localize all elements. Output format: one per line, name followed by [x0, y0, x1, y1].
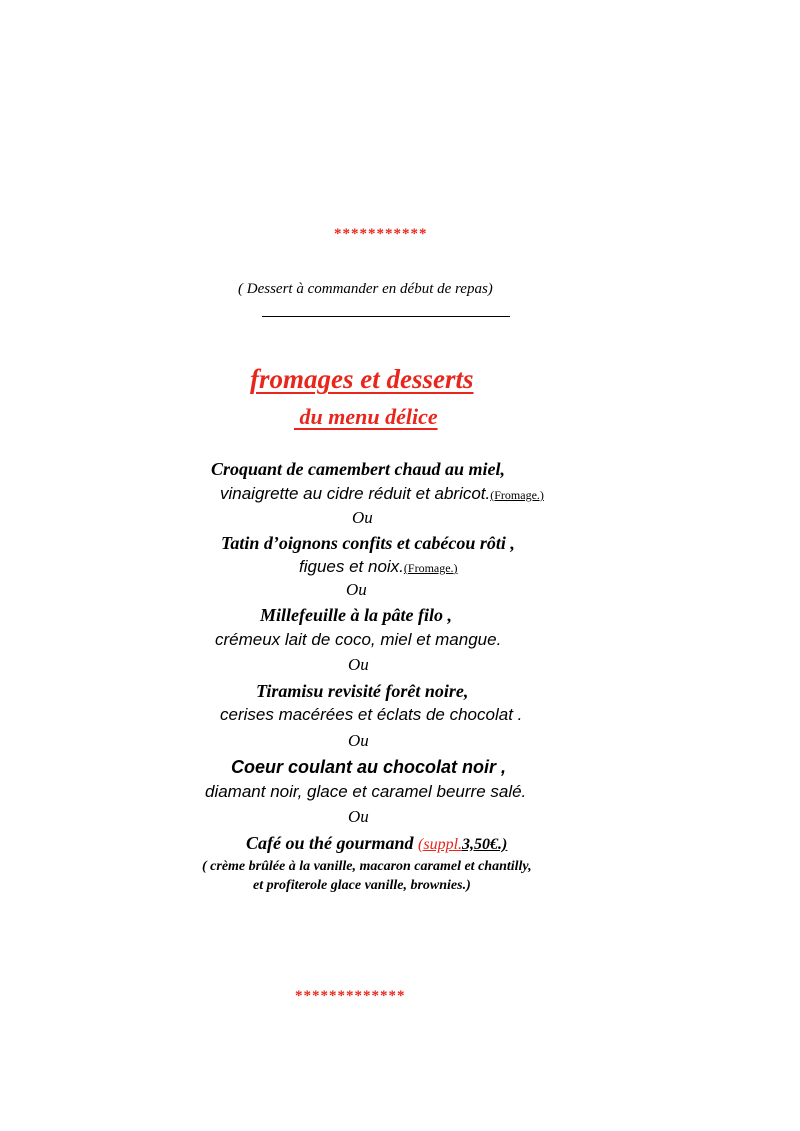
tag-fromage: (Fromage.) — [490, 488, 544, 502]
order-note: ( Dessert à commander en début de repas) — [238, 281, 493, 297]
dish-name-millefeuille: Millefeuille à la pâte filo , — [260, 605, 452, 625]
menu-subtitle: du menu délice — [294, 404, 438, 429]
dish-desc-camembert: vinaigrette au cidre réduit et abricot. — [220, 484, 491, 503]
dish-desc-tatin: figues et noix. — [299, 557, 404, 576]
separator-ou: Ou — [346, 580, 367, 599]
tag-fromage: (Fromage.) — [403, 561, 458, 575]
supplement-open: ( — [418, 836, 424, 853]
dish-name-tiramisu: Tiramisu revisité forêt noire, — [256, 681, 469, 701]
dish-cafe-gourmand-line — [246, 833, 507, 854]
menu-title: fromages et desserts — [250, 364, 474, 394]
decorative-stars-bottom: ************* — [295, 988, 406, 1004]
separator-ou: Ou — [348, 731, 369, 750]
cafe-gourmand-note-line2: et profiterole glace vanille, brownies.) — [253, 878, 471, 893]
dish-desc-coeur-coulant: diamant noir, glace et caramel beurre salé. — [205, 782, 527, 801]
dish-name-coeur-coulant: Coeur coulant au chocolat noir , — [231, 757, 507, 777]
dish-name-tatin: Tatin d’oignons confits et cabécou rôti , — [221, 533, 515, 553]
dish-name-cafe-gourmand: Café ou thé gourmand — [246, 833, 419, 853]
dish-desc-tiramisu: cerises macérées et éclats de chocolat . — [220, 705, 523, 724]
dish-desc-tatin-line — [299, 557, 458, 577]
dish-desc-millefeuille: crémeux lait de coco, miel et mangue. — [215, 630, 502, 649]
decorative-stars-top: *********** — [334, 226, 428, 242]
separator-ou: Ou — [348, 807, 369, 826]
dish-name-camembert: Croquant de camembert chaud au miel, — [211, 459, 506, 479]
separator-ou: Ou — [352, 508, 373, 527]
supplement-price: 3,50€.) — [462, 836, 508, 853]
cafe-gourmand-note-line1: ( crème brûlée à la vanille, macaron caramel et chantilly, — [202, 859, 532, 874]
divider-line — [262, 316, 510, 317]
dish-desc-camembert-line — [220, 484, 544, 504]
separator-ou: Ou — [348, 655, 369, 674]
supplement-label: suppl. — [423, 836, 463, 853]
